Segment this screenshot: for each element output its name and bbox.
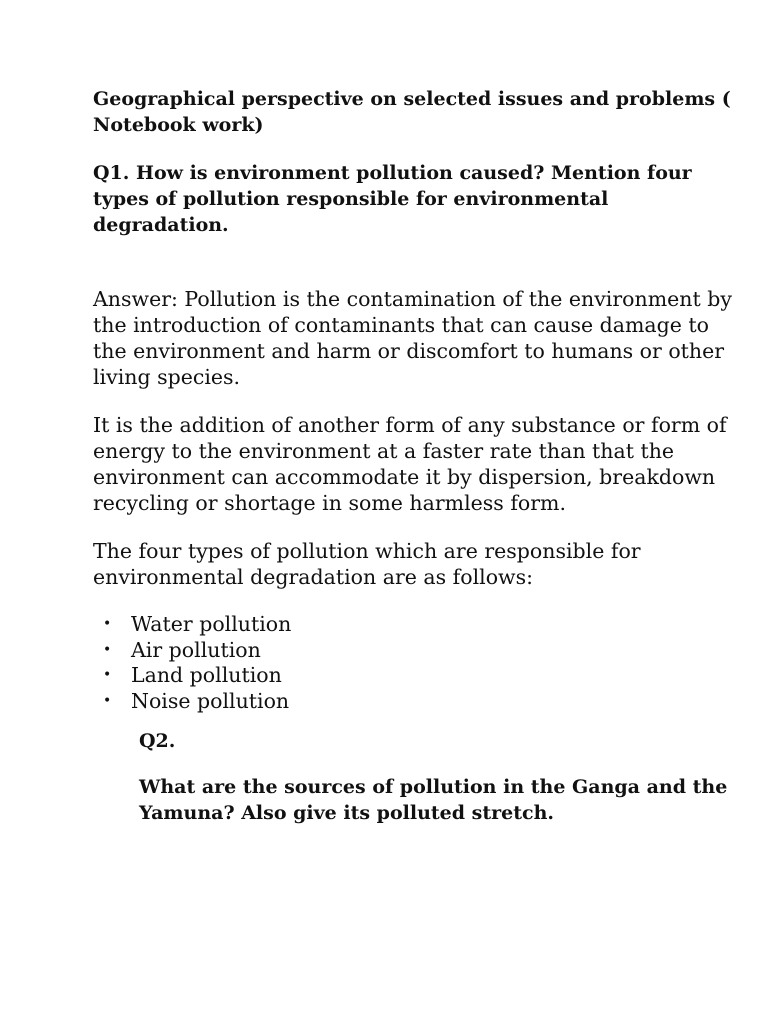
list-item: [93, 663, 733, 689]
list-item-label: Land pollution: [131, 663, 282, 687]
list-item: [93, 612, 733, 638]
list-item-label: Water pollution: [131, 612, 292, 636]
list-item-label: Air pollution: [131, 637, 261, 662]
document-page: [93, 86, 733, 826]
question-2-text: What are the sources of pollution in the Ganga and the Yamuna? Also give its polluted stretch.: [139, 776, 728, 824]
pollution-types-list: [93, 612, 733, 714]
answer-paragraph-2: It is the addition of another form of any substance or form of energy to the environment at a faster rate than that the environment can accommodate it by dispersion, breakdown recycling or shortage in some harmless form.: [93, 413, 727, 515]
answer-paragraph-1: Answer: Pollution is the contamination of the environment by the introduction of contaminants that can cause damage to the environment and harm or discomfort to humans or other living species.: [93, 287, 732, 389]
answer-paragraph-3: The four types of pollution which are responsible for environmental degradation are as follows:: [93, 539, 641, 589]
bullet-icon: •: [103, 667, 112, 683]
question-1: Q1. How is environment pollution caused? Mention four types of pollution responsible for environmental degradation.: [93, 162, 692, 236]
question-2-label: Q2.: [139, 730, 176, 752]
list-item: [93, 638, 733, 664]
question-2-block: [139, 728, 733, 826]
bullet-icon: •: [103, 692, 112, 709]
bullet-icon: •: [103, 641, 112, 658]
document-heading: Geographical perspective on selected issues and problems ( Notebook work): [93, 88, 731, 136]
list-item: [93, 689, 733, 715]
bullet-icon: •: [103, 616, 112, 632]
list-item-label: Noise pollution: [131, 688, 290, 713]
